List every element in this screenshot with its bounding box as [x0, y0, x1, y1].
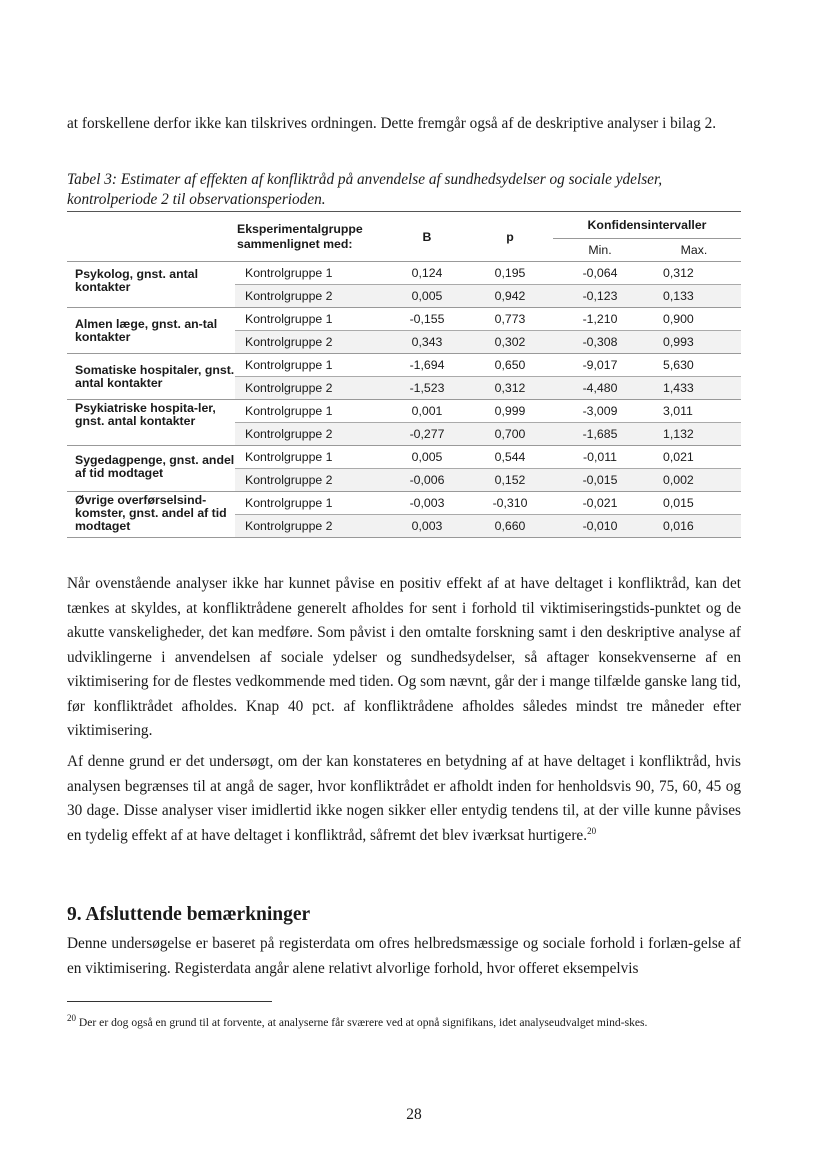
cell-b: 0,005 — [387, 285, 467, 308]
row-group-label: Sygedagpenge, gnst. andel af tid modtaget — [67, 446, 235, 492]
cell-p: -0,310 — [467, 492, 553, 515]
footnote-divider — [67, 1001, 272, 1002]
cell-control-group: Kontrolgruppe 2 — [235, 515, 387, 538]
header-empty — [67, 212, 235, 262]
cell-b: -1,694 — [387, 354, 467, 377]
section-heading: 9. Afsluttende bemærkninger — [67, 904, 311, 925]
cell-b: 0,001 — [387, 400, 467, 423]
cell-p: 0,544 — [467, 446, 553, 469]
page-number: 28 — [406, 1106, 422, 1123]
footnote-text: Der er dog også en grund til at forvente, at analyserne får sværere ved at opnå signifikans, idet analyseudvalget mind-skes. — [78, 1016, 648, 1029]
cell-max: 1,132 — [647, 423, 741, 446]
header-confidence-intervals: Konfidensintervaller — [553, 212, 741, 239]
table-caption: Tabel 3: Estimater af effekten af konfliktråd på anvendelse af sundhedsydelser og sociale ydelser, kontrolperiode 2 til observationsperioden. — [67, 171, 663, 208]
cell-p: 0,302 — [467, 331, 553, 354]
cell-p: 0,152 — [467, 469, 553, 492]
cell-min: -1,685 — [553, 423, 647, 446]
cell-control-group: Kontrolgruppe 2 — [235, 331, 387, 354]
cell-min: -0,123 — [553, 285, 647, 308]
cell-min: -0,021 — [553, 492, 647, 515]
body-paragraph-2 — [67, 750, 741, 848]
cell-max: 0,021 — [647, 446, 741, 469]
cell-max: 0,133 — [647, 285, 741, 308]
cell-control-group: Kontrolgruppe 1 — [235, 492, 387, 515]
cell-min: -4,480 — [553, 377, 647, 400]
cell-control-group: Kontrolgruppe 2 — [235, 377, 387, 400]
footnote-reference: 20 — [587, 825, 597, 836]
cell-min: -0,010 — [553, 515, 647, 538]
cell-control-group: Kontrolgruppe 1 — [235, 354, 387, 377]
cell-min: -0,015 — [553, 469, 647, 492]
intro-paragraph: at forskellene derfor ikke kan tilskrives ordningen. Dette fremgår også af de deskriptive analyser i bilag 2. — [67, 115, 717, 132]
cell-p: 0,650 — [467, 354, 553, 377]
cell-min: -0,308 — [553, 331, 647, 354]
header-b: B — [387, 212, 467, 262]
cell-max: 0,900 — [647, 308, 741, 331]
cell-max: 0,002 — [647, 469, 741, 492]
cell-control-group: Kontrolgruppe 1 — [235, 400, 387, 423]
cell-control-group: Kontrolgruppe 2 — [235, 423, 387, 446]
cell-b: -0,277 — [387, 423, 467, 446]
cell-b: 0,003 — [387, 515, 467, 538]
row-group-label: Øvrige overførselsind-komster, gnst. andel af tid modtaget — [67, 492, 235, 538]
header-comparison-group: Eksperimentalgruppe sammenlignet med: — [235, 212, 387, 262]
body-paragraph-2-text: Af denne grund er det undersøgt, om der kan konstateres en betydning af at have deltaget i konfliktråd, hvis analysen begrænses til at angå de sager, hvor konfliktrådet er afholdt inden for henholdsvis 90, 75, 60, 45 og 30 dage. Disse analyser viser imidlertid ikke nogen sikker eller entydig tendens til, at der ville kunne påvises en tydelig effekt af at have deltaget i konfliktråd, såfremt det blev iværksat hurtigere. — [67, 753, 741, 844]
footnote — [67, 1015, 741, 1031]
table-row — [67, 446, 741, 469]
cell-p: 0,999 — [467, 400, 553, 423]
cell-max: 0,016 — [647, 515, 741, 538]
cell-control-group: Kontrolgruppe 1 — [235, 446, 387, 469]
cell-b: -1,523 — [387, 377, 467, 400]
cell-p: 0,942 — [467, 285, 553, 308]
table-row — [67, 308, 741, 331]
cell-p: 0,660 — [467, 515, 553, 538]
cell-max: 3,011 — [647, 400, 741, 423]
table-row — [67, 492, 741, 515]
cell-control-group: Kontrolgruppe 1 — [235, 308, 387, 331]
row-group-label: Psykolog, gnst. antal kontakter — [67, 262, 235, 308]
cell-p: 0,773 — [467, 308, 553, 331]
cell-control-group: Kontrolgruppe 2 — [235, 469, 387, 492]
cell-min: -1,210 — [553, 308, 647, 331]
cell-control-group: Kontrolgruppe 1 — [235, 262, 387, 285]
table-body — [67, 262, 741, 538]
cell-b: 0,124 — [387, 262, 467, 285]
table-row — [67, 400, 741, 423]
cell-max: 5,630 — [647, 354, 741, 377]
cell-b: -0,003 — [387, 492, 467, 515]
table-row — [67, 262, 741, 285]
cell-max: 0,312 — [647, 262, 741, 285]
cell-p: 0,195 — [467, 262, 553, 285]
cell-min: -0,064 — [553, 262, 647, 285]
footnote-number: 20 — [67, 1013, 76, 1024]
cell-p: 0,312 — [467, 377, 553, 400]
cell-control-group: Kontrolgruppe 2 — [235, 285, 387, 308]
cell-b: 0,343 — [387, 331, 467, 354]
cell-b: 0,005 — [387, 446, 467, 469]
cell-b: -0,006 — [387, 469, 467, 492]
cell-max: 0,015 — [647, 492, 741, 515]
results-table — [67, 211, 741, 538]
header-min: Min. — [553, 239, 647, 262]
table-row — [67, 354, 741, 377]
cell-b: -0,155 — [387, 308, 467, 331]
cell-min: -3,009 — [553, 400, 647, 423]
header-p: p — [467, 212, 553, 262]
cell-max: 0,993 — [647, 331, 741, 354]
body-paragraph-3: Denne undersøgelse er baseret på registerdata om ofres helbredsmæssige og sociale forhold i forlæn-gelse af en viktimisering. Registerdata angår alene relativt alvorlige forhold, hvor offeret eksempelvis — [67, 935, 741, 977]
header-max: Max. — [647, 239, 741, 262]
body-paragraph-1: Når ovenstående analyser ikke har kunnet påvise en positiv effekt af at have deltaget i konfliktråd, kan det tænkes at skyldes, at konfliktrådene generelt afholdes for sent i forhold til viktimiseringstids-punktet og de akutte vanskeligheder, det kan medføre. Som påvist i den omtalte forskning samt i den deskriptive analyse af udviklingerne i anvendelsen af sociale ydelser og sundhedsydelser, så aftager konsekvenserne af en viktimisering for de flestes vedkommende med tiden. Og som nævnt, går der i mange tilfælde ganske lang tid, før konfliktrådet afholdes. Knap 40 pct. af konfliktrådene afholdes således mindst tre måneder efter viktimisering. — [67, 575, 741, 739]
row-group-label: Almen læge, gnst. an-tal kontakter — [67, 308, 235, 354]
row-group-label: Somatiske hospitaler, gnst. antal kontakter — [67, 354, 235, 400]
cell-max: 1,433 — [647, 377, 741, 400]
cell-min: -0,011 — [553, 446, 647, 469]
cell-min: -9,017 — [553, 354, 647, 377]
row-group-label: Psykiatriske hospita-ler, gnst. antal kontakter — [67, 400, 235, 446]
cell-p: 0,700 — [467, 423, 553, 446]
